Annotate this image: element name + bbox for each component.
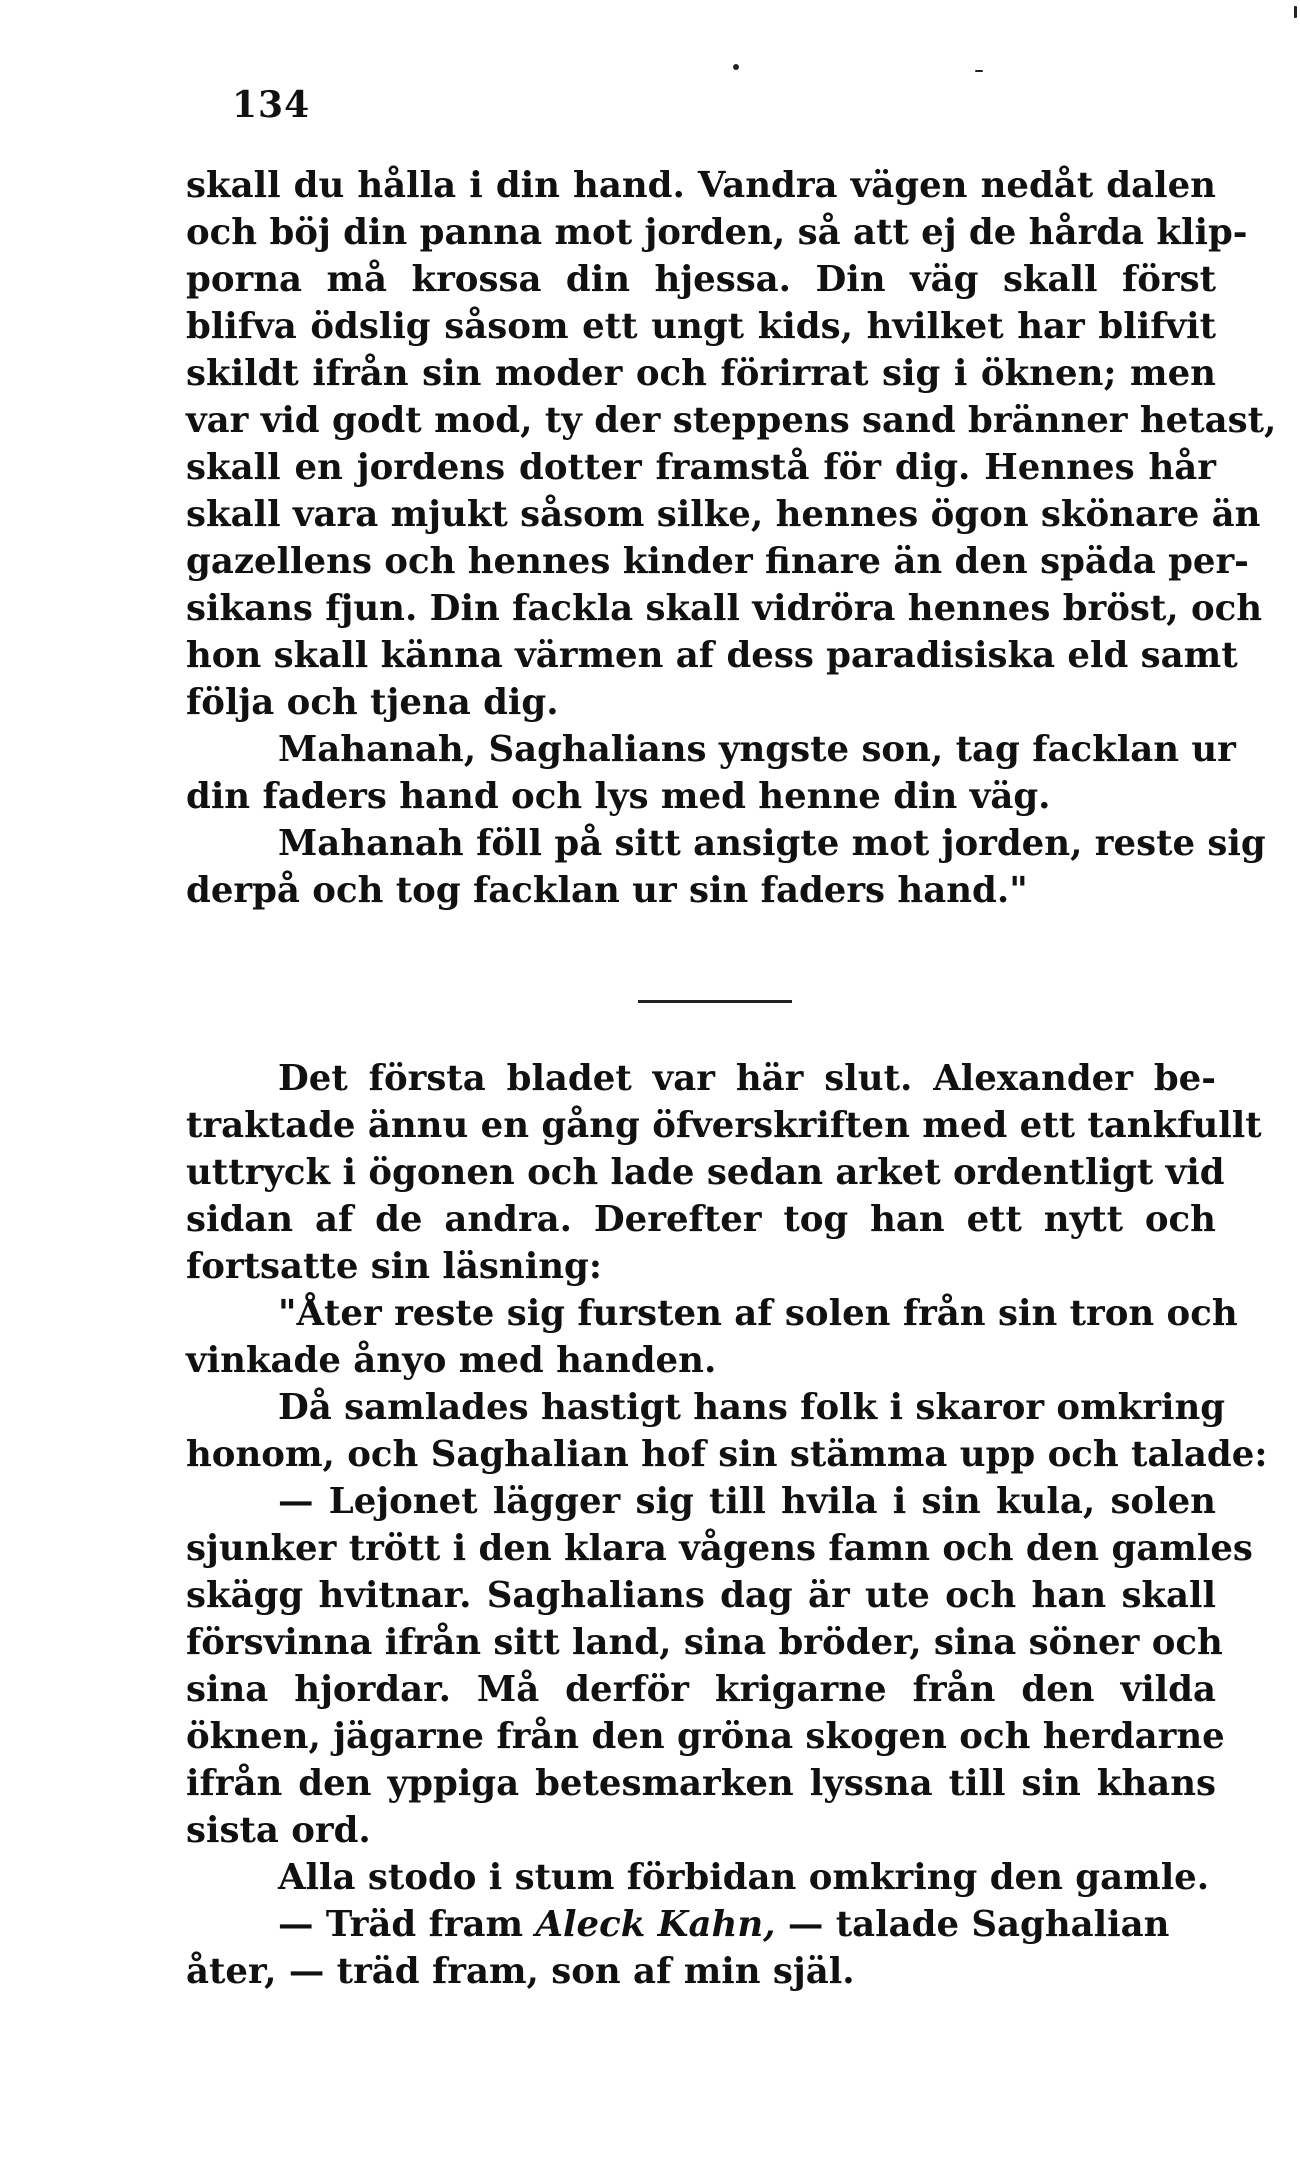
print-speck [1294, 6, 1297, 18]
text-line: Mahanah, Saghalians yngste son, tag facklan ur [278, 729, 1236, 770]
text-line: vinkade ånyo med handen. [186, 1340, 717, 1381]
paragraph-block-upper [186, 162, 1277, 914]
text-line: derpå och tog facklan ur sin faders hand." [186, 870, 1028, 911]
text-line: skildt ifrån sin moder och förirrat sig i öknen; men [186, 353, 1216, 394]
text-line [186, 1901, 1216, 1948]
text-line: Det första bladet var här slut. Alexander be- [278, 1058, 1216, 1099]
text-line: sjunker trött i den klara vågens famn och den gamles [186, 1528, 1253, 1569]
text-line: traktade ännu en gång öfverskriften med ett tankfullt [186, 1105, 1262, 1146]
text-line: sista ord. [186, 1810, 371, 1851]
text-line: din faders hand och lys med henne din väg. [186, 776, 1051, 817]
text-line: skägg hvitnar. Saghalians dag är ute och han skall [186, 1575, 1216, 1616]
text-line: sina hjordar. Må derför krigarne från den vilda [186, 1669, 1216, 1710]
text-line: Mahanah föll på sitt ansigte mot jorden, reste sig [278, 823, 1266, 864]
text-line: ifrån den yppiga betesmarken lyssna till sin khans [186, 1763, 1216, 1804]
text-line: öknen, jägarne från den gröna skogen och herdarne [186, 1716, 1225, 1757]
text-line: skall vara mjukt såsom silke, hennes ögon skönare än [186, 494, 1261, 535]
text-line: fortsatte sin läsning: [186, 1246, 602, 1287]
text-line: blifva ödslig såsom ett ungt kids, hvilket har blifvit [186, 306, 1216, 347]
text-line-end: — talade Saghalian [787, 1904, 1170, 1945]
text-line: följa och tjena dig. [186, 682, 559, 723]
text-line: sidan af de andra. Derefter tog han ett nytt och [186, 1199, 1216, 1240]
print-speck [975, 70, 983, 72]
text-line: åter, — träd fram, son af min själ. [186, 1951, 855, 1992]
print-speck [733, 64, 739, 70]
text-line-start: — Träd fram [278, 1904, 524, 1945]
text-line: skall en jordens dotter framstå för dig. Hennes hår [186, 447, 1216, 488]
text-line: och böj din panna mot jorden, så att ej de hårda klip- [186, 212, 1248, 253]
text-line: försvinna ifrån sitt land, sina bröder, sina söner och [186, 1622, 1223, 1663]
text-line: gazellens och hennes kinder finare än den späda per- [186, 541, 1249, 582]
paragraph-block-lower [186, 1055, 1268, 1995]
text-line: var vid godt mod, ty der steppens sand bränner hetast, [186, 400, 1277, 441]
text-line: hon skall känna värmen af dess paradisiska eld samt [186, 635, 1238, 676]
text-line: — Lejonet lägger sig till hvila i sin kula, solen [278, 1481, 1216, 1522]
text-line: sikans fjun. Din fackla skall vidröra hennes bröst, och [186, 588, 1263, 629]
text-line: honom, och Saghalian hof sin stämma upp och talade: [186, 1434, 1268, 1475]
page-number: 134 [232, 84, 311, 126]
text-line: Då samlades hastigt hans folk i skaror omkring [278, 1387, 1226, 1428]
text-line: skall du hålla i din hand. Vandra vägen nedåt dalen [186, 165, 1216, 206]
text-line: porna må krossa din hjessa. Din väg skall först [186, 259, 1216, 300]
text-line: Alla stodo i stum förbidan omkring den gamle. [278, 1857, 1210, 1898]
italic-name: Aleck Kahn, [535, 1904, 776, 1945]
paragraph-lines [186, 1055, 1268, 1901]
text-line: uttryck i ögonen och lade sedan arket ordentligt vid [186, 1152, 1225, 1193]
text-line: "Åter reste sig fursten af solen från sin tron och [278, 1293, 1238, 1334]
section-divider [638, 1000, 792, 1003]
